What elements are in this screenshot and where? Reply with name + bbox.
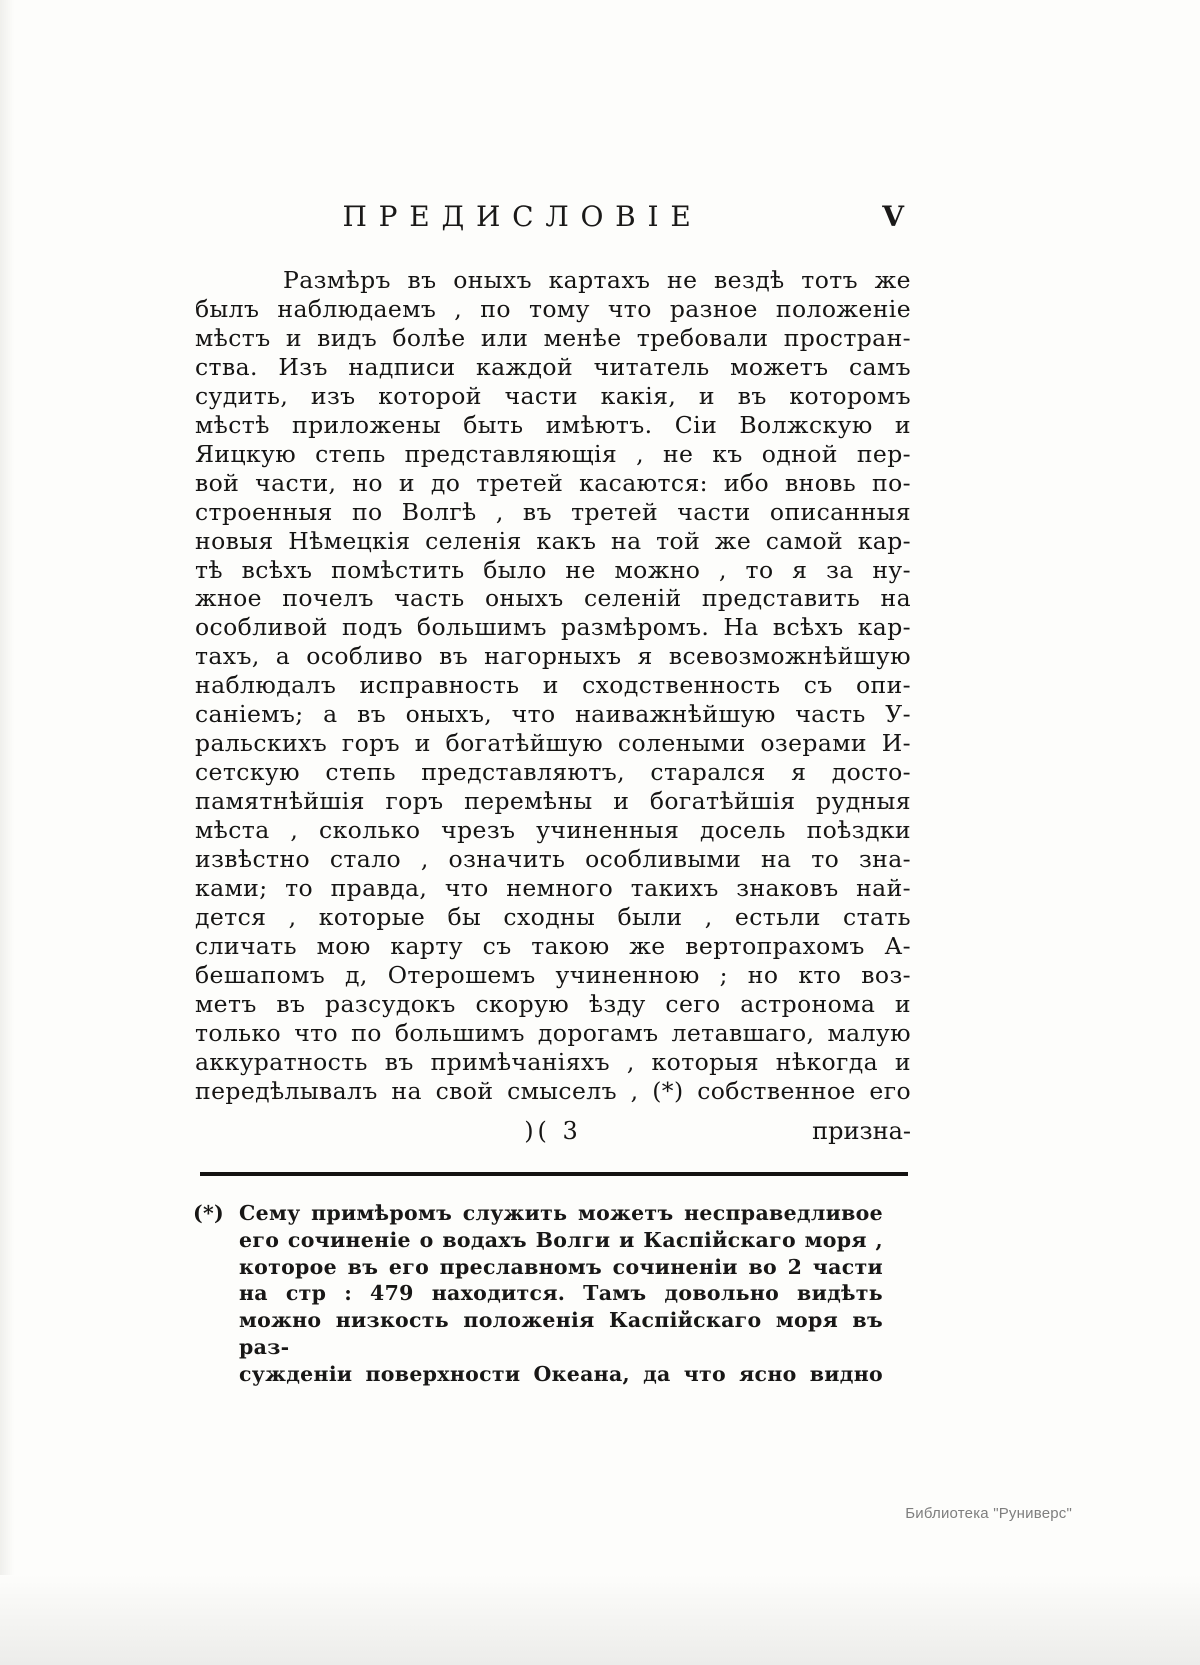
text-line: памятнѣйшія горъ перемѣны и богатѣйшія рудныя [195, 787, 911, 816]
text-line: извѣстно стало , означить особливыми на то зна- [195, 845, 911, 874]
text-line: особливой подъ большимъ размѣромъ. На всѣхъ кар- [195, 613, 911, 642]
text-line: тахъ, а особливо въ нагорныхъ я всевозможнѣйшую [195, 642, 911, 671]
text-line: передѣлывалъ на свой смыселъ , (*) собственное его [195, 1076, 911, 1105]
text-line: сетскую степь представляютъ, старался я досто- [195, 758, 911, 787]
footnote [193, 1200, 883, 1388]
text-line: сличать мою карту съ такою же вертопрахомъ А- [195, 931, 911, 960]
footnote-line: которое въ его преславномъ сочиненіи во 2 части [239, 1254, 883, 1279]
text-line: мѣстъ и видъ болѣе или менѣе требовали простран- [195, 323, 911, 352]
body-text [195, 266, 911, 1106]
text-line: мѣста , сколько чрезъ учиненныя досель поѣздки [195, 816, 911, 845]
footnote-text [239, 1200, 883, 1388]
footnote-line: сужденіи поверхности Океана, да что ясно видно [239, 1361, 883, 1386]
text-line: вой части, но и до третей касаются: ибо вновь по- [195, 468, 911, 497]
page-number: V [882, 200, 904, 233]
text-line: Яицкую степь представляющія , не къ одной пер- [195, 439, 911, 468]
footnote-line: его сочиненіе о водахъ Волги и Каспійскаго моря , [239, 1227, 883, 1252]
footnote-line: на стр : 479 находится. Тамъ довольно видѣть [239, 1281, 883, 1306]
footnote-marker: (*) [193, 1201, 225, 1225]
text-line: ральскихъ горъ и богатѣйшую солеными озерами И- [195, 729, 911, 758]
text-line: бешапомъ д, Отерошемъ учиненною ; но кто воз- [195, 960, 911, 989]
text-line: только что по большимъ дорогамъ летавшаго, малую [195, 1018, 911, 1047]
catchword: призна- [812, 1117, 911, 1145]
scan-edge-artifact [0, 0, 14, 1665]
library-watermark: Библиотека "Руниверс" [905, 1505, 1072, 1522]
text-line: наблюдалъ исправность и сходственность съ опи- [195, 671, 911, 700]
text-line: тѣ всѣхъ помѣстить было не можно , то я за ну- [195, 555, 911, 584]
page-title: ПРЕДИСЛОВІЕ [342, 200, 703, 233]
text-line: судить, изъ которой части какія, и въ которомъ [195, 381, 911, 410]
text-line: ства. Изъ надписи каждой читатель можетъ самъ [195, 352, 911, 381]
text-line: былъ наблюдаемъ , по тому что разное положеніе [195, 294, 911, 323]
text-line: метъ въ разсудокъ скорую ѣзду сего астронома и [195, 989, 911, 1018]
scan-bottom-shade [0, 1575, 1200, 1665]
text-line: Размѣръ въ оныхъ картахъ не вездѣ тотъ же [283, 266, 911, 294]
text-line: саніемъ; а въ оныхъ, что наиважнѣйшую часть У- [195, 700, 911, 729]
signature-line [195, 1117, 911, 1145]
text-line: строенныя по Волгѣ , въ третей части описанныя [195, 497, 911, 526]
footnote-line: Сему примѣромъ служить можетъ несправедливое [239, 1201, 883, 1225]
page-header [195, 200, 910, 234]
signature-mark: )( 3 [524, 1117, 582, 1145]
footnote-line: можно низкость положенія Каспійскаго моря въ раз- [239, 1308, 883, 1359]
text-line: жное почелъ часть оныхъ селеній представить на [195, 584, 911, 613]
text-line: аккуратность въ примѣчаніяхъ , которыя нѣкогда и [195, 1047, 911, 1076]
text-line: новыя Нѣмецкія селенія какъ на той же самой кар- [195, 526, 911, 555]
footnote-rule [200, 1172, 908, 1176]
text-line: ками; то правда, что немного такихъ знаковъ най- [195, 874, 911, 903]
text-line: дется , которые бы сходны были , естьли стать [195, 902, 911, 931]
text-line: мѣстѣ приложены быть имѣютъ. Сіи Волжскую и [195, 410, 911, 439]
